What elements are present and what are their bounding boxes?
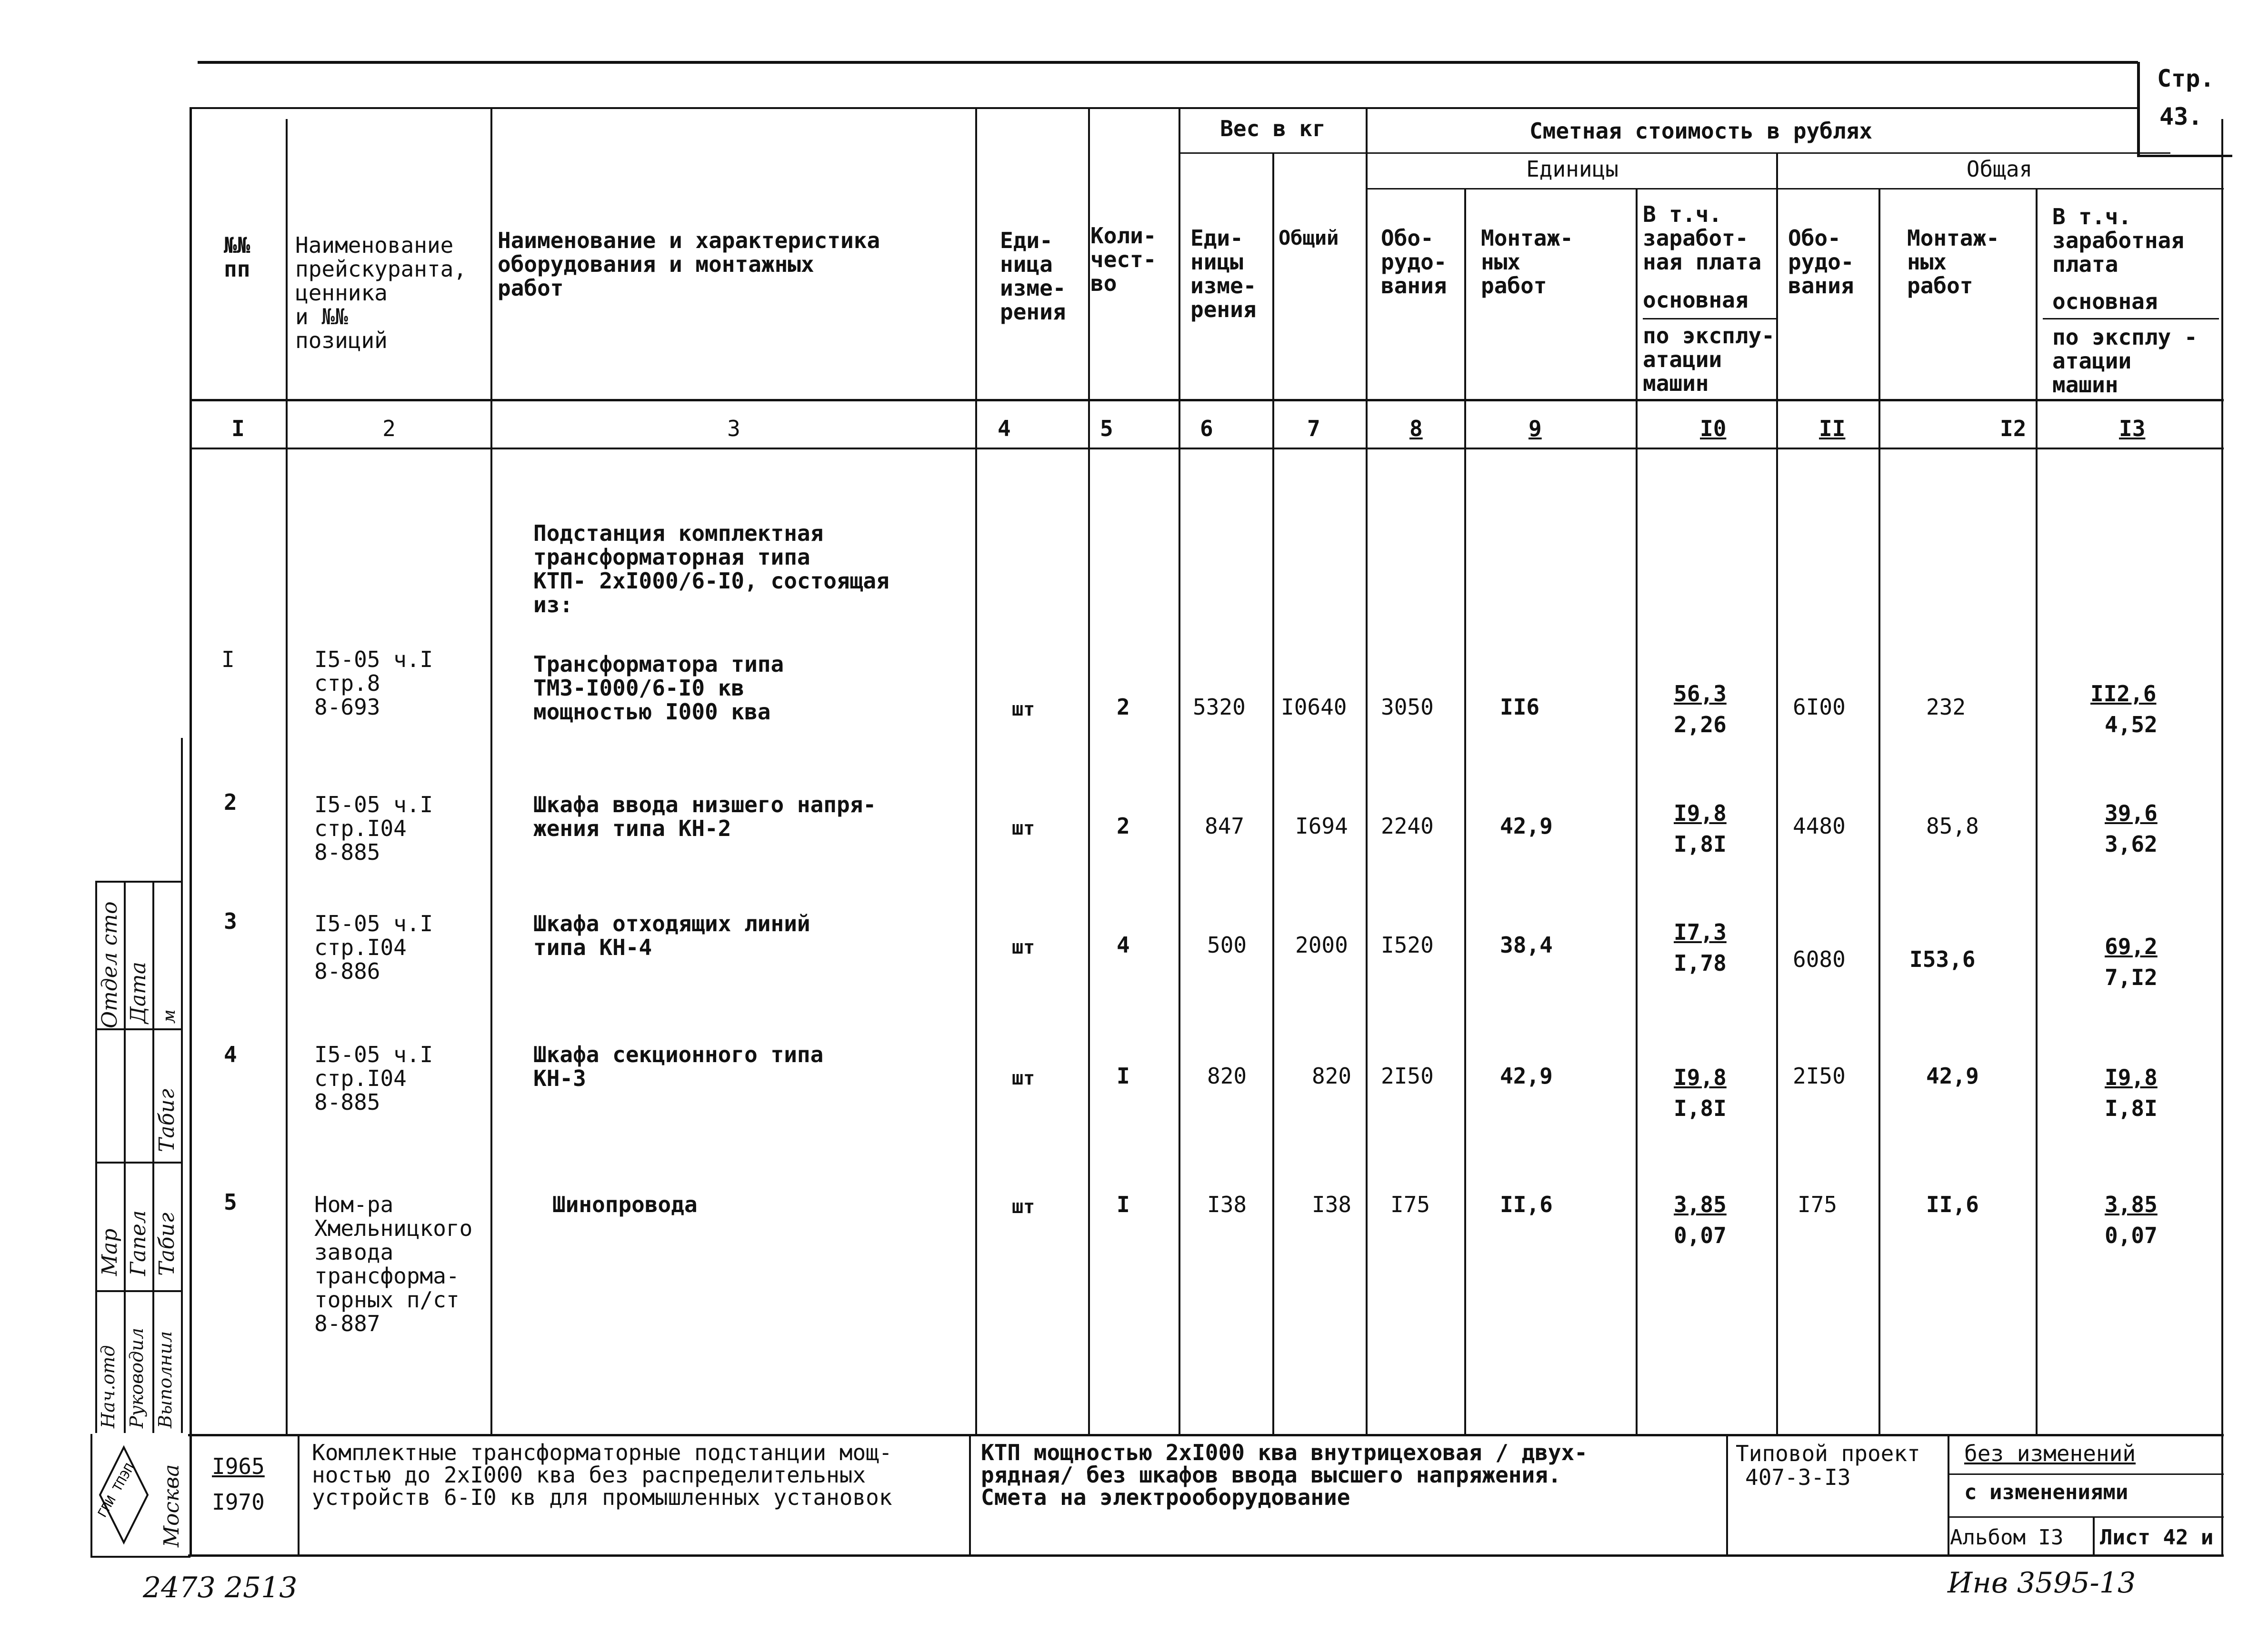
section-title: Подстанция комплектная трансформаторная типа КТП- 2хI000/6-I0, состоящая из: [533, 520, 889, 617]
header-col5: Коли- чест- во [1090, 223, 1157, 296]
header-weight-group: Вес в кг [1220, 116, 1326, 141]
row-total-wage-main: II2,6 [2090, 681, 2157, 707]
row-price: I5-05 ч.I стр.I04 8-886 [314, 911, 433, 984]
header-total-group: Общая [1966, 156, 2033, 182]
page-number: 43. [2159, 103, 2203, 130]
row-name: Шкафа отходящих линий типа КН-4 [533, 911, 810, 960]
row-cost-equipment: 2I50 [1381, 1063, 1434, 1089]
row-total-wage-machine: 4,52 [2105, 712, 2158, 737]
handwritten-inventory-number: Инв 3595-13 [1948, 1566, 2136, 1600]
row-cost-install: II,6 [1500, 1192, 1553, 1217]
row-cost-install: 42,9 [1500, 1063, 1553, 1089]
column-number: I0 [1700, 416, 1727, 441]
row-price: Ном-ра Хмельницкого завода трансформа- торных п/ст 8-887 [314, 1192, 473, 1336]
row-number: 3 [224, 908, 237, 934]
stamp-name2: Гапел [126, 1210, 150, 1276]
row-total-install: 85,8 [1926, 813, 1979, 839]
footer-project-label: Типовой проект [1736, 1441, 1920, 1466]
row-total-wage-main: 3,85 [2105, 1192, 2158, 1217]
header-col12: Монтаж- ных работ [1907, 225, 1999, 299]
stamp-m: м [160, 1009, 179, 1024]
footer-description-left: Комплектные трансформаторные подстанции мощ- ностью до 2хI000 ква без распределительных устройств 6-I0 кв для промышленных установок [312, 1440, 892, 1510]
row-total-wage-main: I9,8 [2105, 1065, 2158, 1090]
footer-sheet: Лист 42 и [2100, 1525, 2214, 1550]
row-number: 4 [224, 1042, 237, 1067]
row-name: Шкафа ввода низшего напря- жения типа КН-2 [533, 792, 877, 841]
row-wage-main: 56,3 [1674, 681, 1727, 707]
row-total-install: I53,6 [1909, 946, 1976, 972]
row-name: Шкафа секционного типа КН-3 [533, 1042, 824, 1091]
footer-description-right: КТП мощностью 2хI000 ква внутрицеховая / двух- рядная/ без шкафов ввода высшего напряжения. Смета на электрооборудование [981, 1440, 1588, 1510]
row-number: I [221, 647, 235, 672]
header-unit-group: Единицы [1526, 156, 1619, 182]
row-total-equipment: 6I00 [1793, 694, 1846, 720]
header-col13-bottom: по эксплу - атации машин [2052, 324, 2198, 398]
column-number: I2 [2000, 416, 2027, 441]
stamp-role2: Руководил [126, 1328, 147, 1428]
row-total-install: 42,9 [1926, 1063, 1979, 1089]
row-weight-unit: 500 [1207, 932, 1247, 958]
row-cost-install: II6 [1500, 694, 1540, 720]
row-weight-total: 2000 [1295, 932, 1348, 958]
row-wage-main: I9,8 [1674, 800, 1727, 826]
row-total-wage-machine: I,8I [2105, 1095, 2158, 1121]
stamp-name1: Мар [98, 1228, 122, 1276]
stamp-role1: Нач.отд [98, 1345, 119, 1428]
header-col10-top: В т.ч. заработ- ная плата [1643, 201, 1762, 275]
header-col9: Монтаж- ных работ [1481, 225, 1573, 299]
stamp-sig-date: Табиг [155, 1088, 179, 1152]
stamp-name3: Табиг [155, 1212, 179, 1276]
header-col11: Обо- рудо- вания [1788, 225, 1854, 299]
row-unit: шт [1012, 936, 1035, 958]
row-number: 2 [224, 789, 237, 815]
row-total-equipment: 4480 [1793, 813, 1846, 839]
column-number: 2 [382, 416, 396, 441]
row-wage-machine: I,78 [1674, 950, 1727, 976]
column-number: 4 [998, 416, 1011, 441]
row-weight-unit: 820 [1207, 1063, 1247, 1089]
header-col2: Наименование прейскуранта, ценника и №№ позиций [295, 232, 467, 353]
organization-logo [95, 1443, 152, 1547]
header-col4: Еди- ница изме- рения [1000, 228, 1066, 325]
header-col13-main: основная [2052, 289, 2158, 314]
row-qty: 2 [1117, 813, 1130, 839]
row-unit: шт [1012, 1067, 1035, 1089]
header-col3: Наименование и характеристика оборудования и монтажных работ [498, 228, 880, 301]
row-total-wage-machine: 7,I2 [2105, 965, 2158, 990]
row-total-equipment: 2I50 [1793, 1063, 1846, 1089]
row-weight-total: 820 [1312, 1063, 1352, 1089]
header-col6: Еди- ницы изме- рения [1190, 225, 1257, 322]
row-qty: 4 [1117, 932, 1130, 958]
row-cost-equipment: I520 [1381, 932, 1434, 958]
footer-year-top: I965 [212, 1453, 265, 1479]
handwritten-left-note: 2473 2513 [143, 1571, 298, 1604]
header-col7: Общий [1279, 226, 1339, 249]
row-total-equipment: I75 [1798, 1192, 1838, 1217]
row-cost-install: 38,4 [1500, 932, 1553, 958]
header-cost-group: Сметная стоимость в рублях [1529, 118, 1873, 144]
logo-text: ГПИ ТПЭП [95, 1461, 138, 1520]
row-weight-unit: 5320 [1193, 694, 1246, 720]
row-price: I5-05 ч.I стр.8 8-693 [314, 647, 433, 720]
stamp-date: Дата [126, 962, 150, 1024]
row-qty: I [1117, 1192, 1130, 1217]
footer-project-number: 407-3-I3 [1745, 1464, 1851, 1490]
row-total-install: II,6 [1926, 1192, 1979, 1217]
row-total-wage-main: 69,2 [2105, 934, 2158, 959]
row-weight-total: I0640 [1281, 694, 1347, 720]
row-total-wage-machine: 3,62 [2105, 831, 2158, 857]
footer-album: Альбом I3 [1950, 1525, 2064, 1550]
stamp-role3: Выполнил [155, 1331, 176, 1428]
row-wage-main: I7,3 [1674, 919, 1727, 945]
row-weight-unit: 847 [1205, 813, 1245, 839]
row-wage-main: 3,85 [1674, 1192, 1727, 1217]
row-wage-main: I9,8 [1674, 1065, 1727, 1090]
row-unit: шт [1012, 817, 1035, 839]
stamp-department: Отдел сто [98, 901, 122, 1028]
column-number: 6 [1200, 416, 1213, 441]
column-number: I3 [2119, 416, 2146, 441]
row-unit: шт [1012, 1196, 1035, 1218]
row-qty: 2 [1117, 694, 1130, 720]
row-price: I5-05 ч.I стр.I04 8-885 [314, 1042, 433, 1115]
row-total-wage-main: 39,6 [2105, 800, 2158, 826]
row-price: I5-05 ч.I стр.I04 8-885 [314, 792, 433, 865]
column-number: 5 [1100, 416, 1113, 441]
page-label: Стр. [2157, 65, 2215, 92]
header-col10-bottom: по эксплу- атации машин [1643, 323, 1775, 396]
row-cost-install: 42,9 [1500, 813, 1553, 839]
row-total-wage-machine: 0,07 [2105, 1223, 2158, 1248]
header-col8: Обо- рудо- вания [1381, 225, 1447, 299]
column-number: 8 [1409, 416, 1423, 441]
header-col10-main: основная [1643, 287, 1748, 313]
row-weight-total: I38 [1312, 1192, 1352, 1217]
header-col13-top: В т.ч. заработная плата [2052, 204, 2184, 277]
row-wage-machine: I,8I [1674, 1095, 1727, 1121]
row-wage-machine: I,8I [1674, 831, 1727, 857]
row-cost-equipment: I75 [1390, 1192, 1430, 1217]
row-weight-unit: I38 [1207, 1192, 1247, 1217]
row-qty: I [1117, 1063, 1130, 1089]
row-weight-total: I694 [1295, 813, 1348, 839]
footer-with-changes: с изменениями [1964, 1480, 2128, 1504]
row-wage-machine: 0,07 [1674, 1223, 1727, 1248]
row-cost-equipment: 3050 [1381, 694, 1434, 720]
column-number: I [231, 416, 245, 441]
footer-year-bottom: I970 [212, 1489, 265, 1515]
column-number: 3 [727, 416, 740, 441]
header-col1: №№ пп [224, 232, 250, 282]
footer-city: Москва [160, 1464, 184, 1547]
row-name: Шинопровода [552, 1192, 698, 1217]
column-number: 7 [1307, 416, 1320, 441]
column-number: 9 [1529, 416, 1542, 441]
row-cost-equipment: 2240 [1381, 813, 1434, 839]
row-total-equipment: 6080 [1793, 946, 1846, 972]
row-unit: шт [1012, 698, 1035, 720]
footer-no-changes: без изменений [1964, 1441, 2136, 1466]
row-number: 5 [224, 1189, 237, 1215]
column-number: II [1819, 416, 1846, 441]
row-name: Трансформатора типа ТМЗ-I000/6-I0 кв мощностью I000 ква [533, 651, 784, 725]
row-total-install: 232 [1926, 694, 1966, 720]
row-wage-machine: 2,26 [1674, 712, 1727, 737]
